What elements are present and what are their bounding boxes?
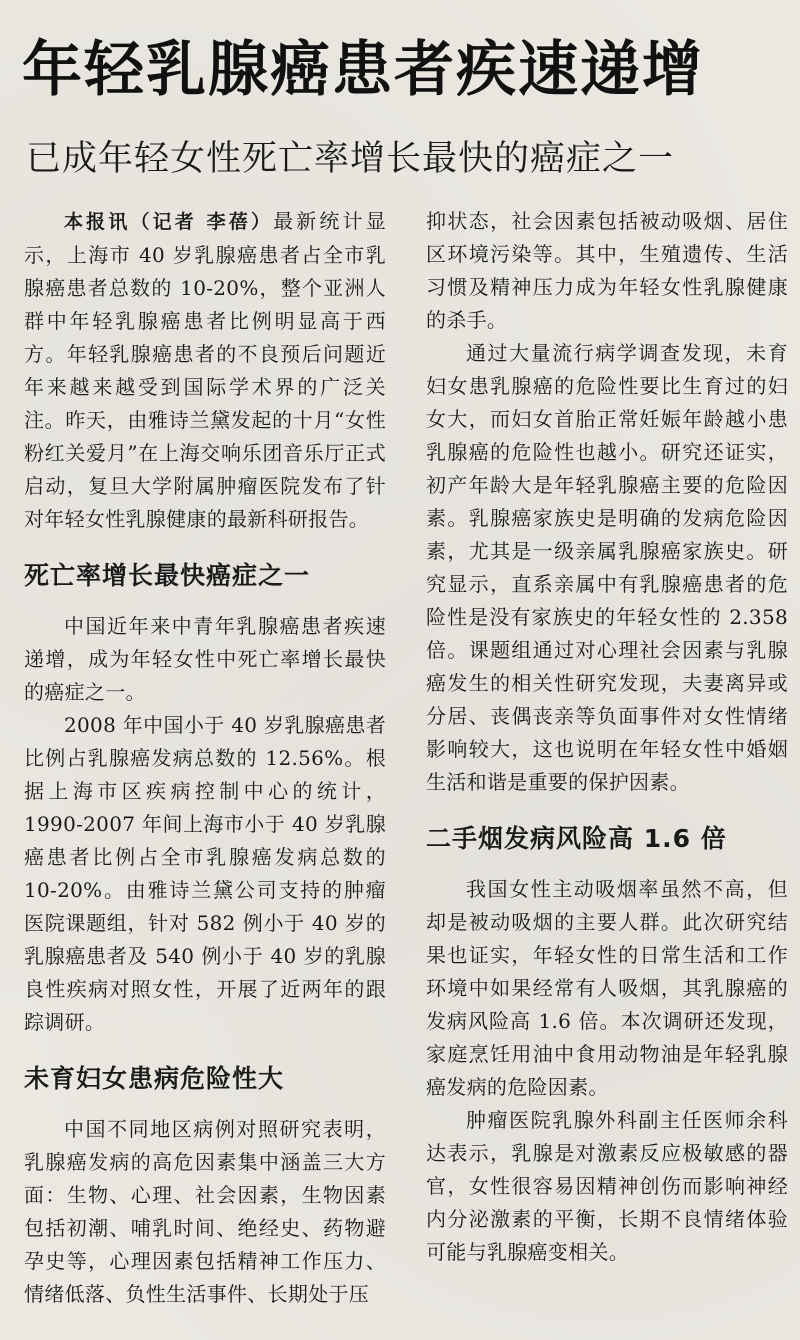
article-paragraph: 肿瘤医院乳腺外科副主任医师余科达表示，乳腺是对激素反应极敏感的器官，女性很容易因精神创伤而影响神经内分泌激素的平衡，长期不良情绪体验可能与乳腺癌变相关。: [426, 1108, 788, 1264]
byline: 本报讯（记者 李蓓）: [64, 211, 274, 233]
section-heading-childless-risk: 未育妇女患病危险性大: [24, 1064, 285, 1093]
lead-text: 最新统计显示，上海市 40 岁乳腺癌患者占全市乳腺癌患者总数的 10-20%，整个亚洲人群中年轻乳腺癌患者比例明显高于西方。年轻乳腺癌患者的不良预后问题近年来越来越受到国际学术界的广泛关注。昨天，由雅诗兰黛发起的十月“女性粉红关爱月”在上海交响乐团音乐厅正式启动，复旦大学附属肿瘤医院发布了针对年轻女性乳腺健康的最新科研报告。: [24, 209, 387, 531]
article-paragraph: 通过大量流行病学调查发现，未育妇女患乳腺癌的危险性要比生育过的妇女大，而妇女首胎正常妊娠年龄越小患乳腺癌的危险性也越小。研究还证实，初产年龄大是年轻乳腺癌主要的危险因素。乳腺癌家族史是明确的发病危险因素，尤其是一级亲属乳腺癌家族史。研究显示，直系亲属中有乳腺癌患者的危险性是没有家族史的年轻女性的 2.358 倍。课题组通过对心理社会因素与乳腺癌发生的相关性研究发现，夫妻离异或分居、丧偶丧亲等负面事件对女性情绪影响较大，这也说明在年轻女性中婚姻生活和谐是重要的保护因素。: [426, 341, 788, 794]
headline: 年轻乳腺癌患者疾速递增: [22, 35, 704, 105]
article-paragraph: 2008 年中国小于 40 岁乳腺癌患者比例占乳腺癌发病总数的 12.56%。根据上海市区疾病控制中心的统计，1990-2007 年间上海市小于 40 岁乳腺癌患者比例占全市乳腺癌发病总数的 10-20%。由雅诗兰黛公司支持的肿瘤医院课题组，针对 582 例小于 40 岁的乳腺癌患者及 540 例小于 40 岁的乳腺良性疾病对照女性，开展了近两年的跟踪调研。: [24, 713, 386, 1034]
lead-paragraph: [24, 205, 386, 536]
section-heading-mortality: 死亡率增长最快癌症之一: [24, 561, 311, 590]
section-heading-secondhand-smoke: 二手烟发病风险高 1.6 倍: [426, 824, 727, 853]
subheadline: 已成年轻女性死亡率增长最快的癌症之一: [26, 139, 675, 179]
article-paragraph-continued: 抑状态，社会因素包括被动吸烟、居住区环境污染等。其中，生殖遗传、生活习惯及精神压力成为年轻女性乳腺健康的杀手。: [426, 209, 788, 332]
article-paragraph: 中国不同地区病例对照研究表明，乳腺癌发病的高危因素集中涵盖三大方面：生物、心理、社会因素，生物因素包括初潮、哺乳时间、绝经史、药物避孕史等，心理因素包括精神工作压力、情绪低落、负性生活事件、长期处于压: [24, 1117, 386, 1306]
right-column: [426, 205, 788, 1269]
article-paragraph: 中国近年来中青年乳腺癌患者疾速递增，成为年轻女性中死亡率增长最快的癌症之一。: [24, 614, 386, 704]
left-column: [24, 205, 386, 1311]
article-paragraph: 我国女性主动吸烟率虽然不高，但却是被动吸烟的主要人群。此次研究结果也证实，年轻女性的日常生活和工作环境中如果经常有人吸烟，其乳腺癌的发病风险高 1.6 倍。本次调研还发现，家庭烹饪用油中食用动物油是年轻乳腺癌发病的危险因素。: [426, 877, 788, 1099]
